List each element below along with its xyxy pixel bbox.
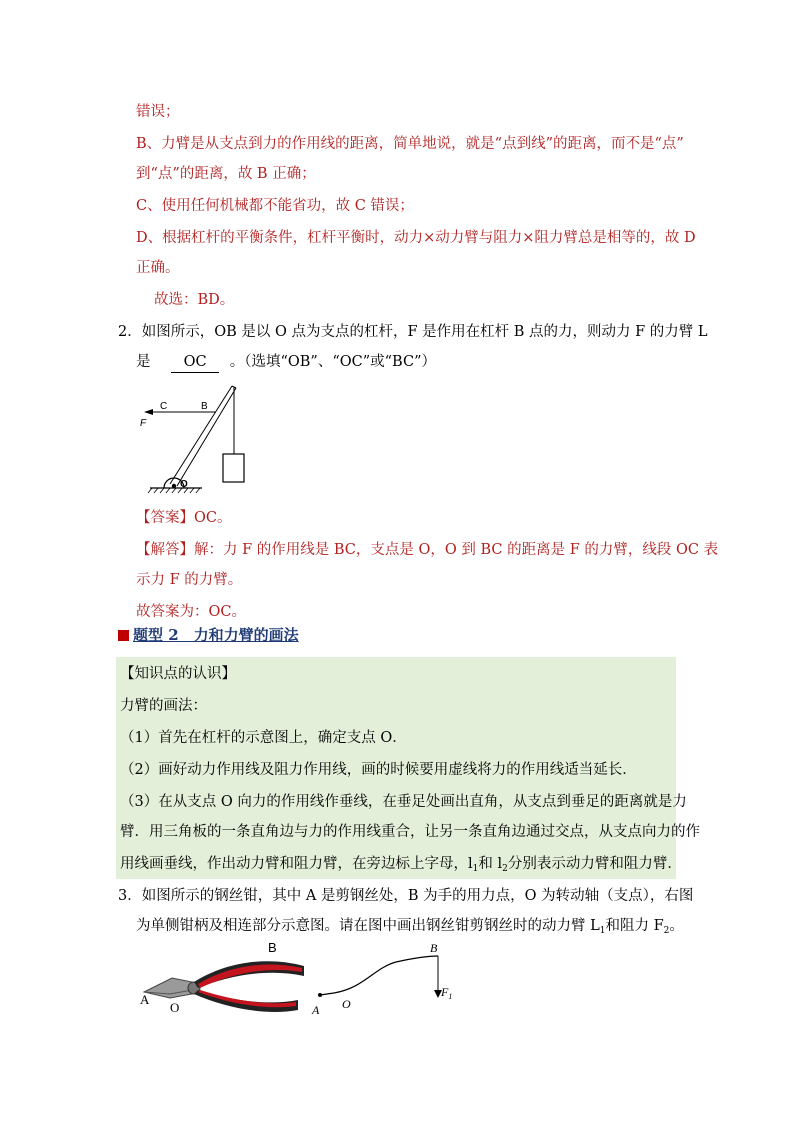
q1-choice: 故选：BD。 [154, 292, 235, 308]
knowledge-title: 【知识点的认识】 [120, 666, 236, 682]
q1-option-d-line: D、根据杠杆的平衡条件，杠杆平衡时，动力×动力臂与阻力×阻力臂总是相等的，故 D [136, 230, 696, 246]
force-subscript: 1 [448, 992, 453, 1001]
knowledge-line: （2）画好动力作用线及阻力作用线，画的时候要用虚线将力的作用线适当延长． [120, 762, 637, 778]
fig-label-o: O [180, 479, 188, 490]
knowledge-line: 力臂的画法： [120, 698, 207, 714]
q2-solution-line2: 示力 F 的力臂。 [136, 572, 243, 588]
q2-question-line: 2．如图所示，OB 是以 O 点为支点的杠杆，F 是作用在杠杆 B 点的力，则动力 F 的力臂 L [118, 324, 708, 340]
fig-label-b: B [201, 401, 208, 412]
q2-answer-blank: OC [171, 352, 219, 373]
schematic-label-f1 [440, 985, 452, 1001]
pliers-label-b: B [268, 940, 277, 955]
knowledge-line: 臂．用三角板的一条直角边与力的作用线重合，让另一条直角边通过交点，从支点向力的作 [120, 824, 700, 840]
heading-text: 题型 2 力和力臂的画法 [133, 626, 299, 644]
subscript: 2 [502, 864, 508, 874]
pliers-photo [136, 938, 316, 1022]
q2-solution-line [136, 540, 718, 560]
q1-option-b-line2: 到“点”的距离，故 B 正确； [136, 166, 316, 182]
fig-label-f: F [140, 418, 147, 429]
q1-text-line: 错误； [136, 104, 180, 120]
knowledge-text: 用线画垂线，作出动力臂和阻力臂，在旁边标上字母，l [120, 856, 473, 872]
q2-question-line2 [136, 352, 436, 373]
subscript: 1 [472, 864, 479, 874]
knowledge-text: 分别表示动力臂和阻力臂． [507, 856, 682, 872]
subscript: 2 [663, 926, 670, 936]
q1-option-b-line: B、力臂是从支点到力的作用线的距离，简单地说，就是“点到线”的距离，而不是“点” [136, 136, 684, 152]
schematic-label-a: A [312, 1003, 320, 1017]
section-heading [118, 624, 299, 645]
q2-answer-line [136, 508, 231, 528]
q3-text: 和阻力 F [605, 918, 664, 934]
knowledge-line [120, 854, 682, 879]
q2-final-answer: 故答案为：OC。 [136, 604, 246, 620]
q2-text-options: 。（选填“OB”、“OC”或“BC”） [229, 354, 436, 370]
knowledge-line: （3）在从支点 O 向力的作用线作垂线，在垂足处画出直角，从支点到垂足的距离就是力 [120, 794, 687, 810]
q2-text: 是 [136, 354, 151, 370]
q1-option-d-line2: 正确。 [136, 260, 180, 276]
answer-tag: 【答案】 [136, 510, 194, 526]
schematic-label-b: B [430, 941, 438, 955]
answer-value: OC。 [194, 510, 232, 526]
q3-question-line: 3．如图所示的钢丝钳，其中 A 是剪钢丝处，B 为手的用力点，O 为转动轴（支点），右图 [118, 888, 694, 904]
schematic-label-o: O [342, 997, 351, 1011]
q3-text: 。 [669, 918, 684, 934]
knowledge-line: （1）首先在杠杆的示意图上，确定支点 O． [120, 730, 407, 746]
lever-figure [140, 378, 260, 500]
pliers-label-a: A [140, 992, 150, 1007]
pliers-label-o: O [170, 1000, 180, 1015]
fig-label-c: C [160, 401, 168, 412]
heading-marker-icon [118, 630, 129, 641]
pliers-schematic [306, 938, 476, 1022]
knowledge-text: 和 l [478, 856, 503, 872]
q3-text: 为单侧钳柄及相连部分示意图。请在图中画出钢丝钳剪钢丝时的动力臂 L [136, 918, 600, 934]
solution-text: 解：力 F 的作用线是 BC，支点是 O，O 到 BC 的距离是 F 的力臂，线段 OC 表 [194, 542, 719, 558]
q1-option-c-line: C、使用任何机械都不能省功，故 C 错误； [136, 198, 414, 214]
subscript: 1 [599, 926, 606, 936]
force-letter: F [441, 985, 449, 999]
solution-tag: 【解答】 [136, 542, 194, 558]
